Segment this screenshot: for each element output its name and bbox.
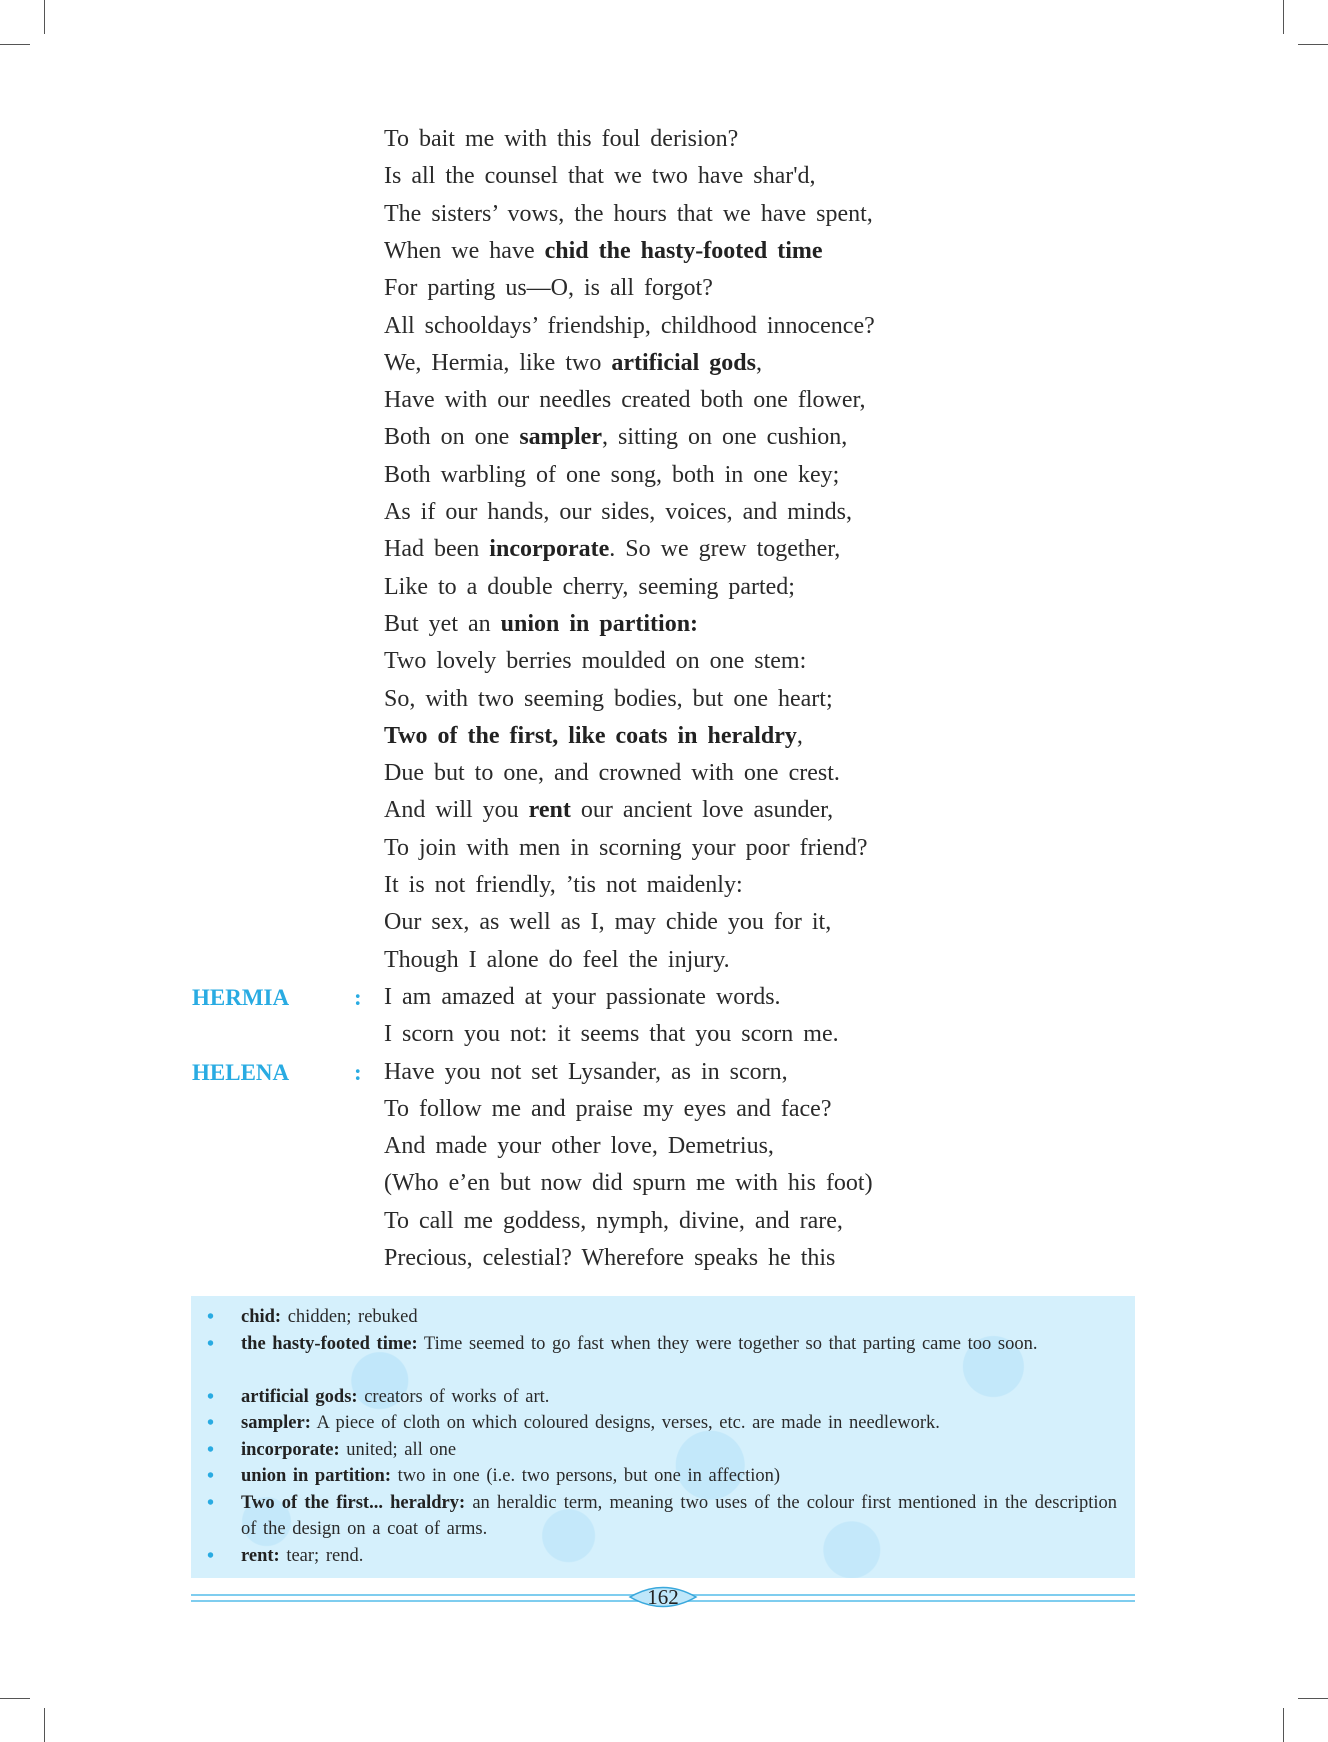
line-text: And made your other love, Demetrius, [384,1133,774,1160]
line-text: Like to a double cherry, seeming parted; [384,573,795,600]
line-text: I scorn you not: it seems that you scorn me. [384,1021,839,1048]
line-text: As if our hands, our sides, voices, and minds, [384,499,852,525]
crop-mark [0,44,30,45]
poem-line [384,270,713,307]
line-text: It is not friendly, ’tis not maidenly: [384,872,743,898]
line-text: We, Hermia, like two [384,349,612,376]
crop-mark [0,1698,30,1699]
poem-line [384,345,762,382]
glossary-term: artificial gods: [241,1386,358,1407]
bullet-icon: • [207,1465,215,1487]
glossary-term: sampler: [241,1413,311,1433]
poem-line [384,867,743,904]
glossary-definition: united; all one [346,1439,457,1460]
poem-line [384,979,781,1016]
speaker-name: HELENA [192,1059,290,1085]
line-text: Our sex, as well as I, may chide you for it, [384,909,832,936]
crop-mark [1283,0,1284,34]
line-text: Have with our needles created both one flower, [384,387,866,414]
poem-line [384,158,816,195]
crop-mark [44,1708,45,1742]
crop-mark [1283,1708,1284,1742]
poem-line [384,233,823,270]
line-text: But yet an [384,610,501,637]
line-text: (Who e’en but now did spurn me with his foot) [384,1170,873,1197]
poem-line [384,643,806,680]
line-text: For parting us—O, is all forgot? [384,275,713,302]
poem-line [384,419,847,456]
line-text: To join with men in scorning your poor friend? [384,834,868,861]
poem-line [384,308,875,345]
glossary-text [241,1437,1117,1464]
glossary-text [241,1331,1117,1358]
line-text: And will you [384,797,529,824]
glossed-phrase: sampler [519,424,602,451]
glossed-phrase: incorporate [489,536,610,563]
poem-line [384,494,852,531]
glossary-term: union in partition: [241,1466,391,1486]
poem-line [384,792,833,829]
speaker-colon: : [354,984,362,1010]
glossary-definition: chidden; rebuked [287,1307,418,1327]
poem-line [384,904,831,941]
line-text: To follow me and praise my eyes and face? [384,1095,832,1122]
poem-line [384,1240,835,1277]
line-text: To bait me with this foul derision? [384,126,739,152]
poem-line [384,1054,788,1091]
glossary-definition: an heraldic term, meaning two uses of the colour first mentioned in the description of the design on a coat of arms. [241,1492,1118,1539]
glossary-term: Two of the first... heraldry: [241,1492,466,1513]
poem-line [384,1128,774,1165]
line-text: . So we grew together, [609,536,841,563]
line-text: To call me goddess, nymph, divine, and rare, [384,1207,843,1234]
glossary-definition: creators of works of art. [364,1386,550,1407]
poem-line [384,382,866,419]
line-text: When we have [384,237,545,264]
glossed-phrase: chid the hasty-footed time [544,237,823,264]
line-text: , [756,349,762,376]
poem-line [384,121,738,158]
poem-line [384,1016,839,1053]
glossary-definition: A piece of cloth on which coloured designs, verses, etc. are made in needlework. [316,1413,940,1433]
poem-line [384,606,698,643]
speaker-colon: : [354,1059,362,1085]
glossary-text [241,1463,1117,1490]
bullet-icon: • [207,1491,215,1514]
line-text: Is all the counsel that we two have shar'd, [384,163,816,190]
glossary-text [241,1384,1117,1411]
line-text: So, with two seeming bodies, but one heart; [384,685,833,712]
glossary-definition: two in one (i.e. two persons, but one in affection) [397,1466,781,1486]
line-text: Though I alone do feel the injury. [384,946,730,973]
bullet-icon: • [207,1438,215,1461]
crop-mark [44,0,45,34]
line-text: I am amazed at your passionate words. [384,983,781,1010]
bullet-icon: • [207,1385,215,1408]
crop-mark [1298,1698,1328,1699]
line-text: , [796,722,803,749]
glossed-phrase: union in partition: [500,610,699,637]
line-text: Have you not set Lysander, as in scorn, [384,1058,788,1085]
line-text: Due but to one, and crowned with one crest. [384,760,840,787]
glossary-term: chid: [241,1307,282,1327]
poem-line [384,569,795,606]
line-text: , sitting on one cushion, [601,424,848,451]
page-number-badge [626,1580,700,1614]
glossary-term: incorporate: [241,1439,340,1460]
bullet-icon: • [207,1412,215,1434]
poem-line [384,1203,843,1240]
glossary-box [191,1296,1135,1578]
glossary-definition: Time seemed to go fast when they were together so that parting came too soon. [423,1333,1038,1354]
glossed-phrase: rent [528,797,571,824]
line-text: Two lovely berries moulded on one stem: [384,648,807,675]
crop-mark [1298,44,1328,45]
glossary-text [241,1543,1117,1570]
poem-line [384,755,840,792]
poem-line [384,830,868,867]
glossary-text [241,1304,1117,1331]
line-text: Precious, celestial? Wherefore speaks he this [384,1245,836,1271]
bullet-icon: • [207,1544,215,1567]
poem-line [384,942,730,979]
line-text: Both on one [384,424,520,451]
bullet-icon: • [207,1332,215,1355]
line-text: Both warbling of one song, both in one key; [384,461,840,488]
line-text: Had been [384,536,490,563]
glossary-term: rent: [241,1545,280,1566]
glossed-phrase: artificial gods [611,349,756,376]
poem-line [384,196,873,233]
poem-line [384,531,840,568]
poem-line [384,1165,873,1202]
glossary-text [241,1490,1117,1543]
poem-line [384,457,839,494]
line-text: All schooldays’ friendship, childhood innocence? [384,312,875,339]
poem-line [384,681,833,718]
poem-line [384,1091,832,1128]
glossary-text [241,1410,1117,1437]
glossary-definition: tear; rend. [286,1545,364,1566]
speaker-name: HERMIA [192,984,290,1010]
line-text: our ancient love asunder, [570,797,834,824]
page-number: 162 [647,1585,679,1609]
poem-line [384,718,803,755]
glossed-phrase: Two of the first, like coats in heraldry [384,722,797,749]
glossary-term: the hasty-footed time: [241,1333,418,1354]
line-text: The sisters’ vows, the hours that we have spent, [384,200,873,227]
bullet-icon: • [207,1306,215,1328]
